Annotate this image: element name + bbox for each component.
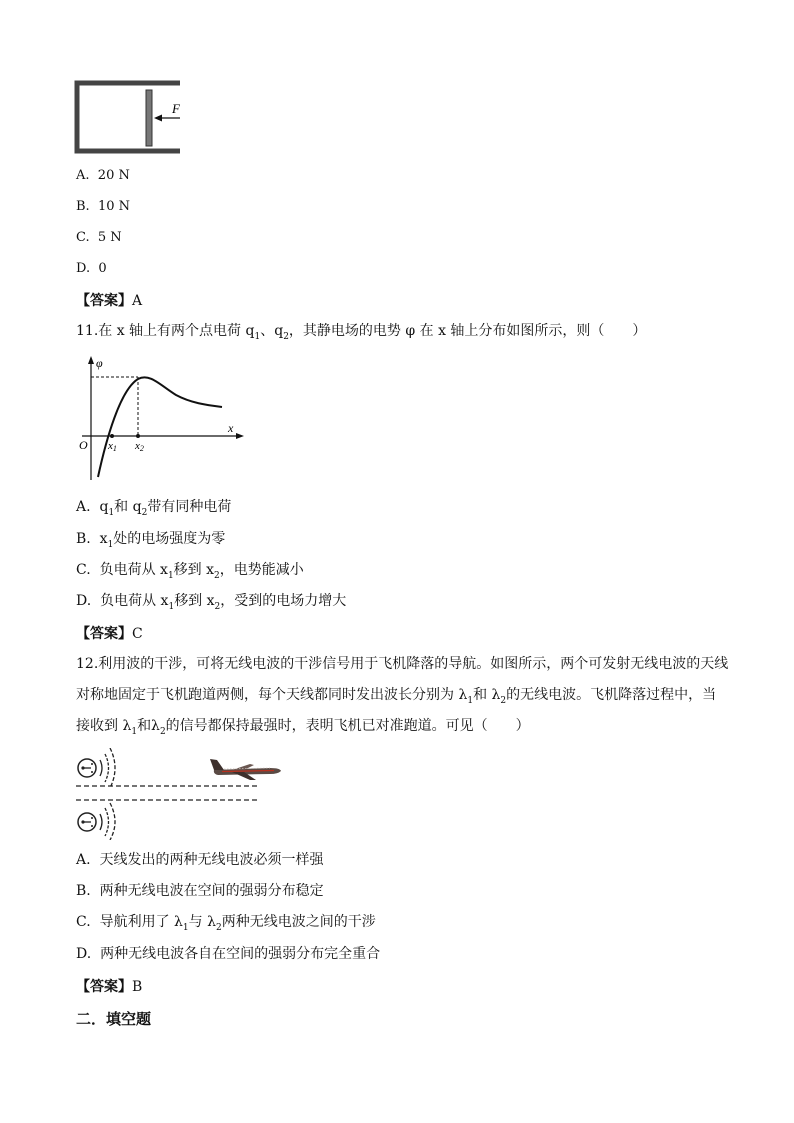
- potential-curve: [98, 377, 222, 477]
- x1-label: x1: [108, 440, 117, 453]
- force-arrow-head: [154, 115, 162, 122]
- q12-option-a: A. 天线发出的两种无线电波必须一样强: [76, 852, 324, 868]
- q11-option-d: D. 负电荷从 $x_1$移到 $x_2$，受到的电场力增大: [76, 593, 347, 612]
- antenna-top: [78, 748, 115, 788]
- force-label: F: [172, 101, 180, 116]
- section-title: 二．填空题: [76, 1010, 152, 1028]
- phi-label: φ: [96, 356, 103, 370]
- question-12-stem-line3: 接收到 $\lambda_1$和$\lambda_2$的信号都保持最强时，表明飞机已对准跑道。可见（ ）: [76, 718, 530, 737]
- question-11-stem: 11.在 x 轴上有两个点电荷 $q_1$、$q_2$，其静电场的电势 φ 在 x 轴上分布如图所示，则（ ）: [76, 323, 647, 342]
- answer-q11: 【答案】C: [76, 626, 143, 642]
- answer-q12: 【答案】B: [76, 979, 143, 995]
- x-axis-arrow: [236, 433, 244, 439]
- q12-option-b: B. 两种无线电波在空间的强弱分布稳定: [76, 883, 324, 899]
- option-d: D. 0: [76, 261, 107, 276]
- option-a: A. 20 N: [76, 168, 130, 183]
- question-12-stem-line2: 对称地固定于飞机跑道两侧，每个天线都同时发出波长分别为 $\lambda_1$和 $\lambda_2$的无线电波。飞机降落过程中，当: [76, 687, 717, 706]
- q11-option-c: C. 负电荷从 $x_1$移到 $x_2$，电势能减小: [76, 562, 304, 581]
- x2-point: [136, 434, 140, 438]
- airplane-icon: [210, 759, 281, 780]
- runway-antenna-figure: [74, 748, 284, 840]
- origin-label: O: [79, 438, 88, 452]
- potential-graph-figure: [76, 355, 246, 483]
- answer-q10: 【答案】A: [76, 293, 143, 309]
- q11-option-a: A. $q_1$和 $q_2$带有同种电荷: [76, 499, 232, 518]
- x2-label: x2: [135, 440, 144, 453]
- q12-option-c: C. 导航利用了 $\lambda_1$与 $\lambda_2$两种无线电波之间的干涉: [76, 914, 376, 933]
- option-c: C. 5 N: [76, 230, 122, 245]
- piston-cylinder-figure: [74, 80, 186, 154]
- cylinder-wall: [77, 83, 180, 151]
- piston: [146, 90, 152, 146]
- antenna-bottom: [78, 803, 115, 840]
- x-label: x: [228, 421, 234, 435]
- q11-option-b: B. $x_1$处的电场强度为零: [76, 531, 226, 550]
- question-12-stem-line1: 12.利用波的干涉，可将无线电波的干涉信号用于飞机降落的导航。如图所示，两个可发射无线电波的天线: [76, 656, 729, 672]
- q12-option-d: D. 两种无线电波各自在空间的强弱分布完全重合: [76, 946, 381, 962]
- option-b: B. 10 N: [76, 199, 131, 214]
- y-axis-arrow: [88, 356, 94, 364]
- x1-point: [110, 434, 114, 438]
